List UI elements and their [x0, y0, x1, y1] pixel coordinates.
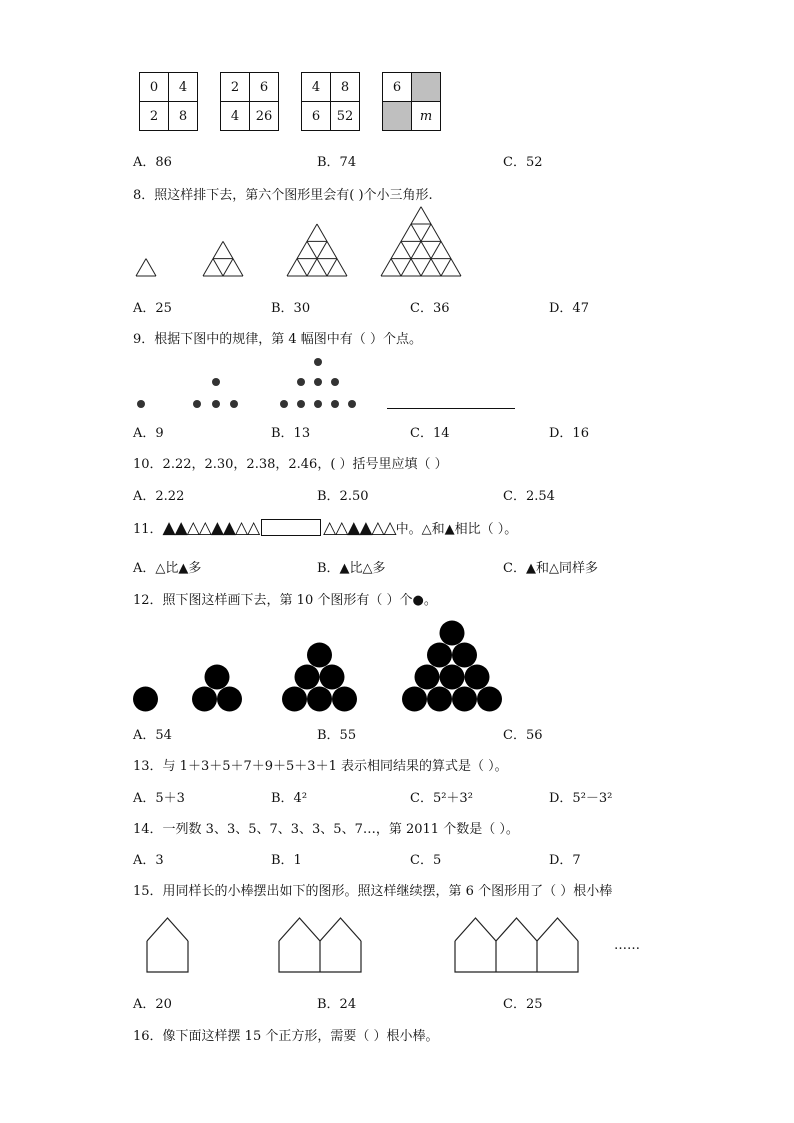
q9-option-a[interactable]: A．9 — [133, 426, 164, 441]
q13-option-b[interactable]: B．4² — [271, 791, 308, 806]
q7-option-a[interactable]: A．86 — [133, 155, 172, 170]
q10-option-c[interactable]: C．2.54 — [503, 489, 555, 504]
q11-option-b[interactable]: B．▲比△多 — [317, 561, 386, 576]
q13-option-c[interactable]: C．5²＋3² — [410, 791, 473, 806]
house-walls — [455, 941, 578, 972]
q14-option-d[interactable]: D．7 — [549, 853, 581, 868]
grid-cell: 0 — [140, 73, 169, 102]
q13-text: 13．与 1＋3＋5＋7＋9＋5＋3＋1 表示相同结果的算式是（ ）。 — [133, 759, 508, 774]
q11-sequence-before: ▲▲△△▲▲△△ — [162, 518, 260, 538]
q11-tail-text: 中。△和▲相比（ ）。 — [395, 522, 518, 537]
q8-option-c[interactable]: C．36 — [410, 301, 450, 316]
q9-text: 9．根据下图中的规律，第 4 幅图中有（ ）个点。 — [133, 332, 422, 347]
grid-cell: 4 — [302, 73, 331, 102]
house-roof — [496, 918, 537, 941]
q10-option-a[interactable]: A．2.22 — [133, 489, 185, 504]
q15-option-c[interactable]: C．25 — [503, 997, 543, 1012]
q7-option-b[interactable]: B．74 — [317, 155, 357, 170]
q14-option-a[interactable]: A．3 — [133, 853, 164, 868]
grid-cell: m — [412, 102, 441, 131]
q15-option-b[interactable]: B．24 — [317, 997, 357, 1012]
q16-text: 16．像下面这样摆 15 个正方形，需要（ ）根小棒。 — [133, 1029, 439, 1044]
grid-cell: 2 — [221, 73, 250, 102]
house-walls — [147, 941, 188, 972]
house-roof — [320, 918, 361, 941]
q12-text: 12．照下图这样画下去，第 10 个图形有（ ）个●。 — [133, 593, 437, 608]
q9-option-d[interactable]: D．16 — [549, 426, 589, 441]
q12-option-a[interactable]: A．54 — [133, 728, 172, 743]
grid-cell: 4 — [169, 73, 198, 102]
q15-ellipsis: …… — [614, 938, 640, 953]
q14-option-c[interactable]: C．5 — [410, 853, 442, 868]
q11-sequence-after: △△▲▲△△ — [323, 518, 396, 538]
grid-cell: 26 — [250, 102, 279, 131]
q13-option-d[interactable]: D．5²－3² — [549, 791, 613, 806]
house-roof — [147, 918, 188, 941]
grid-cell: 4 — [221, 102, 250, 131]
q8-option-b[interactable]: B．30 — [271, 301, 311, 316]
q8-option-a[interactable]: A．25 — [133, 301, 172, 316]
q11-number: 11． — [133, 522, 163, 537]
q15-text: 15．用同样长的小棒摆出如下的图形。照这样继续摆，第 6 个图形用了（ ）根小棒 — [133, 884, 613, 899]
q10-text: 10．2.22，2.30，2.38，2.46，( ）括号里应填（ ） — [133, 457, 448, 472]
house-roof — [537, 918, 578, 941]
grid-cell: 8 — [169, 102, 198, 131]
grid-cell: 6 — [383, 73, 412, 102]
q8-option-d[interactable]: D．47 — [549, 301, 589, 316]
q7-option-c[interactable]: C．52 — [503, 155, 543, 170]
q12-option-b[interactable]: B．55 — [317, 728, 357, 743]
q14-option-b[interactable]: B．1 — [271, 853, 302, 868]
q8-text: 8．照这样排下去，第六个图形里会有( )个小三角形. — [133, 188, 433, 203]
grid-cell: 8 — [331, 73, 360, 102]
q12-option-c[interactable]: C．56 — [503, 728, 543, 743]
q10-option-b[interactable]: B．2.50 — [317, 489, 369, 504]
q11-option-c[interactable]: C．▲和△同样多 — [503, 561, 598, 576]
house-roof — [279, 918, 320, 941]
q9-option-b[interactable]: B．13 — [271, 426, 311, 441]
grid-cell: 6 — [250, 73, 279, 102]
grid-cell: 2 — [140, 102, 169, 131]
q15-option-a[interactable]: A．20 — [133, 997, 172, 1012]
q14-text: 14．一列数 3、3、5、7、3、3、5、7…，第 2011 个数是（ ）。 — [133, 822, 519, 837]
q13-option-a[interactable]: A．5＋3 — [133, 791, 185, 806]
q11-option-a[interactable]: A．△比▲多 — [133, 561, 202, 576]
grid-cell: 52 — [331, 102, 360, 131]
house-roof — [455, 918, 496, 941]
grid-cell: 6 — [302, 102, 331, 131]
q9-option-c[interactable]: C．14 — [410, 426, 450, 441]
